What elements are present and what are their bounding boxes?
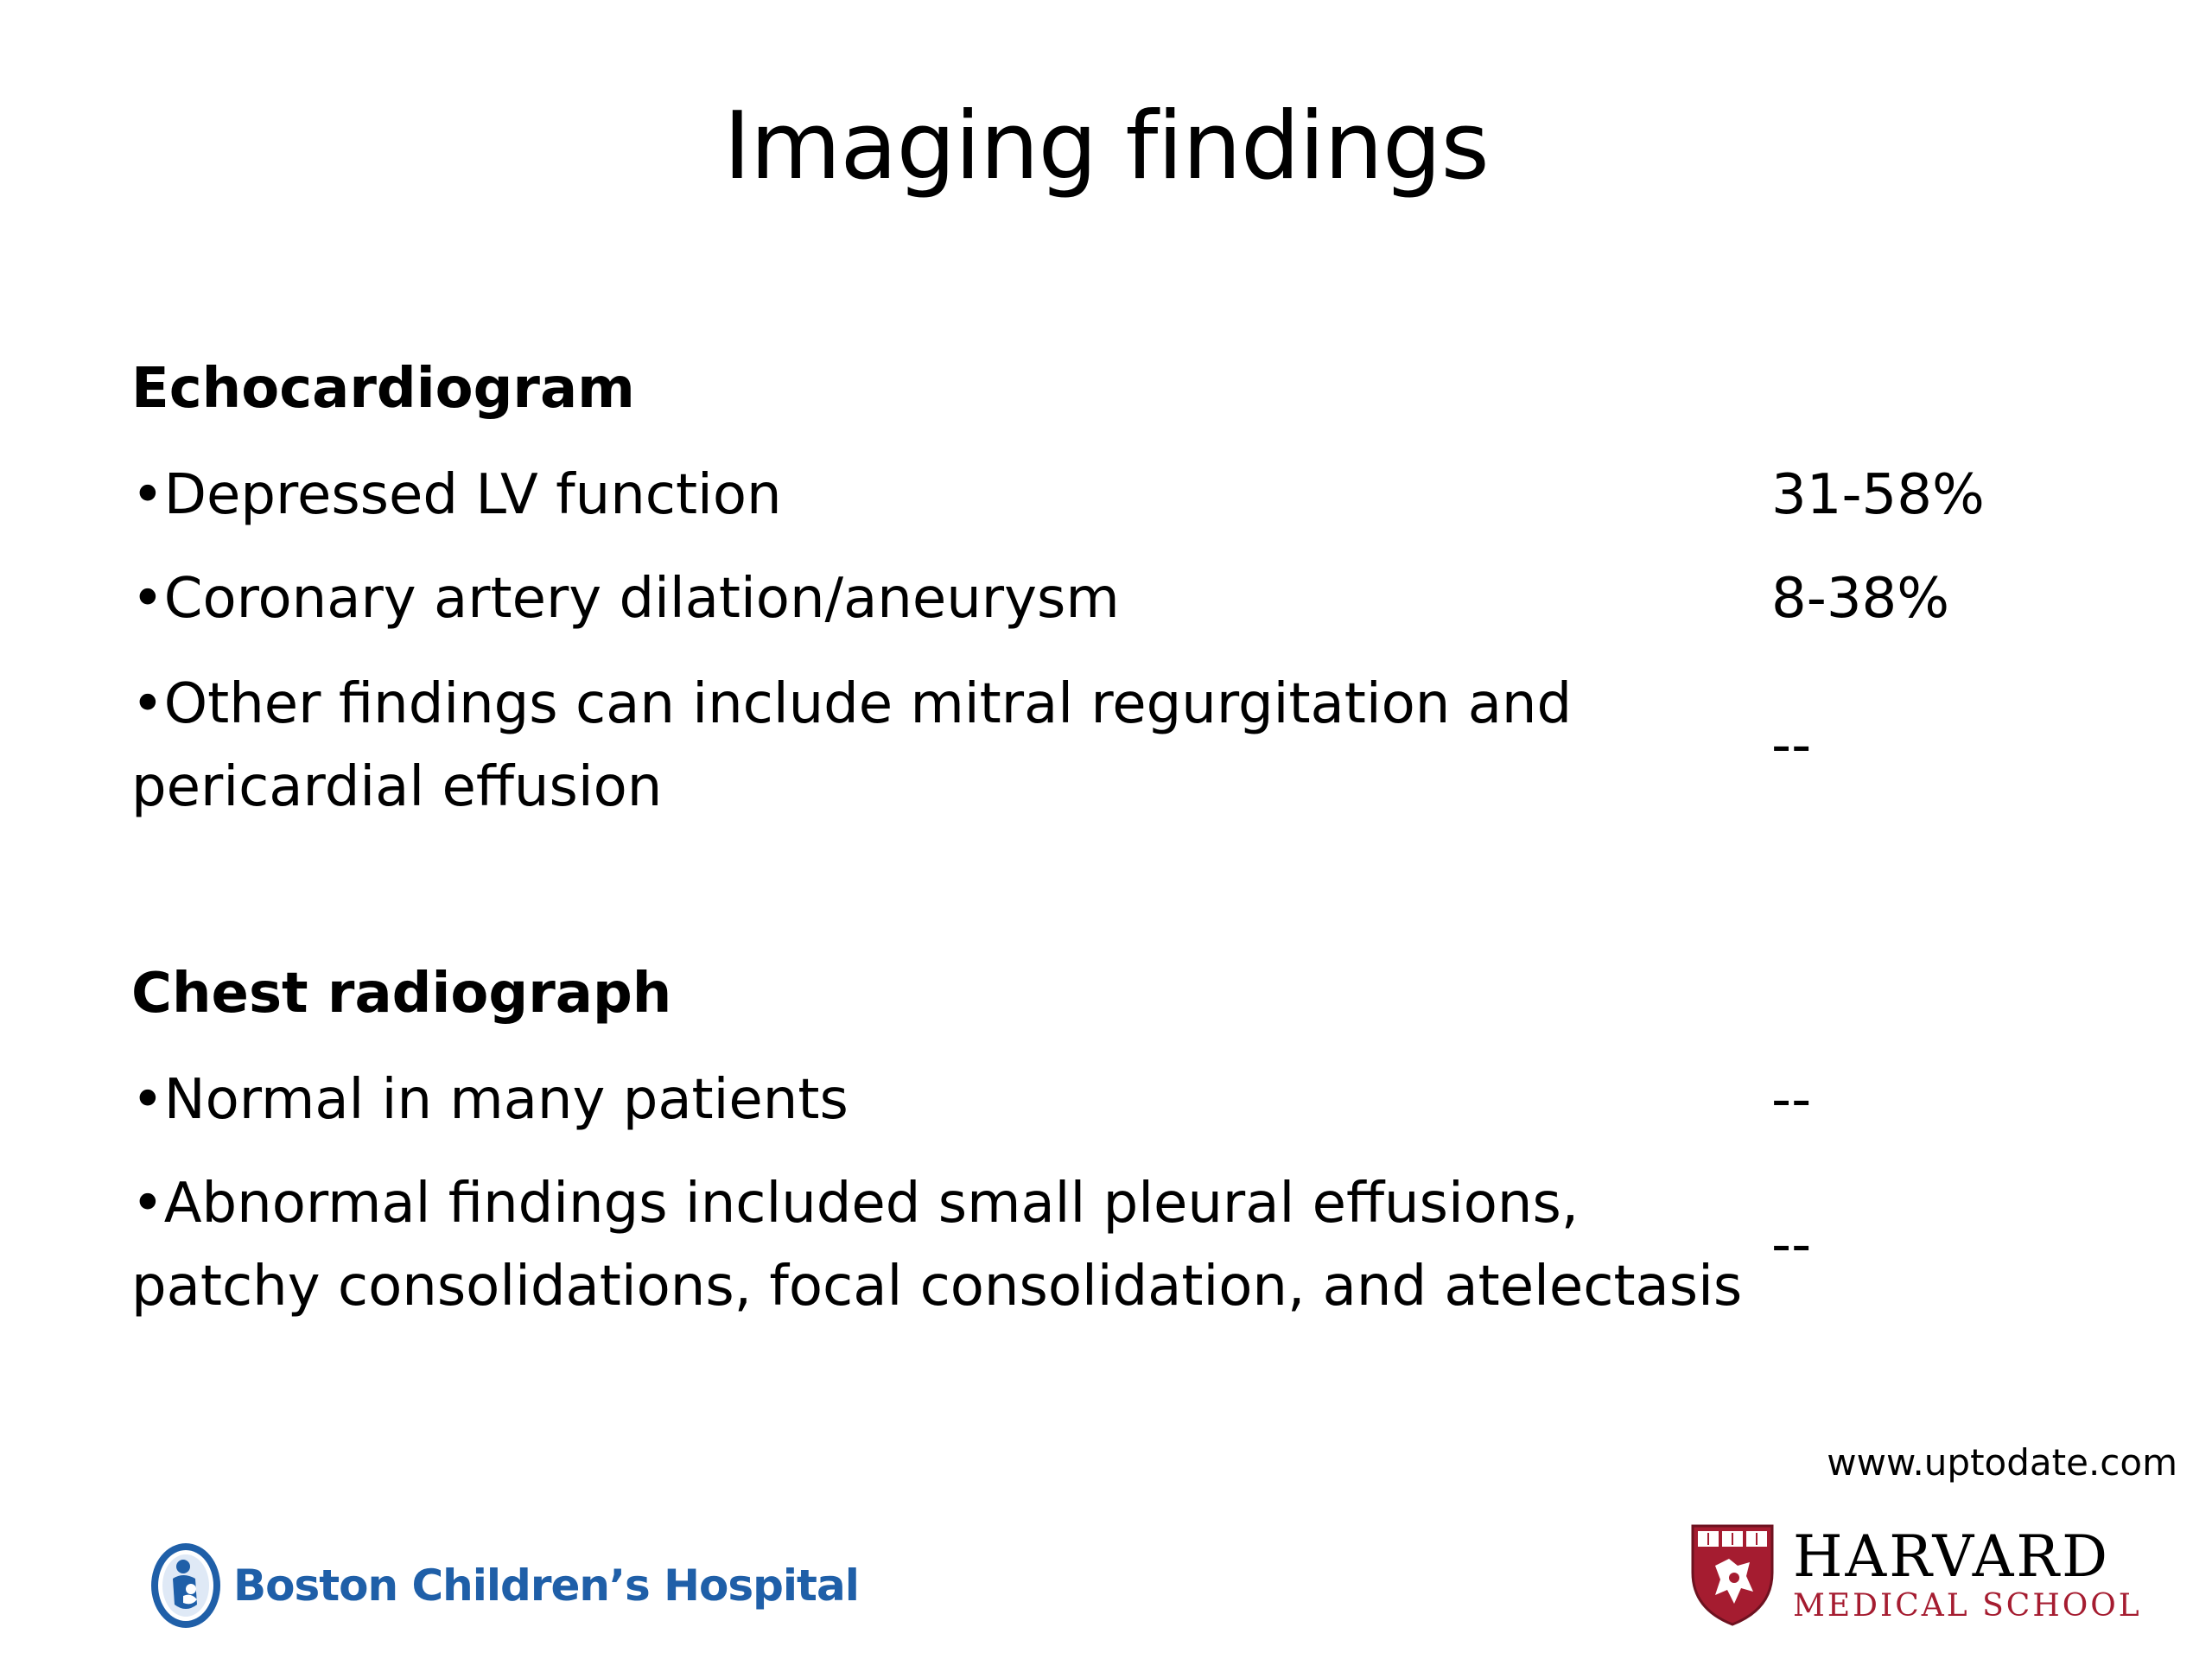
source-citation: www.uptodate.com [1827, 1441, 2177, 1484]
boston-childrens-logo [149, 1538, 859, 1633]
harvard-medical-school-logo [1689, 1521, 2142, 1629]
section-heading-echocardiogram: Echocardiogram [131, 357, 635, 421]
finding-label: •Normal in many patients [131, 1068, 849, 1132]
finding-value: 31-58% [1771, 463, 1985, 527]
finding-label: •Depressed LV function [131, 463, 782, 527]
medical-school-wordmark: MEDICAL SCHOOL [1793, 1587, 2142, 1624]
finding-label: •Coronary artery dilation/aneurysm [131, 567, 1120, 631]
section-heading-chest-radiograph: Chest radiograph [131, 962, 672, 1026]
boston-childrens-wordmark: Boston Children’s Hospital [233, 1560, 859, 1611]
harvard-wordmark: HARVARD [1793, 1522, 2111, 1590]
finding-label: •Other findings can include mitral regurgitation and pericardial effusion [131, 672, 1573, 819]
finding-label: •Abnormal findings included small pleural effusions, patchy consolidations, focal consolidation, and atelectasis [131, 1172, 1743, 1319]
harvard-shield-icon [1689, 1522, 1776, 1628]
boston-childrens-seal-icon [149, 1541, 223, 1630]
finding-value: -- [1771, 714, 1812, 778]
finding-value: -- [1771, 1213, 1812, 1277]
finding-value: -- [1771, 1068, 1812, 1132]
slide-title: Imaging findings [723, 92, 1489, 200]
finding-value: 8-38% [1771, 567, 1950, 631]
